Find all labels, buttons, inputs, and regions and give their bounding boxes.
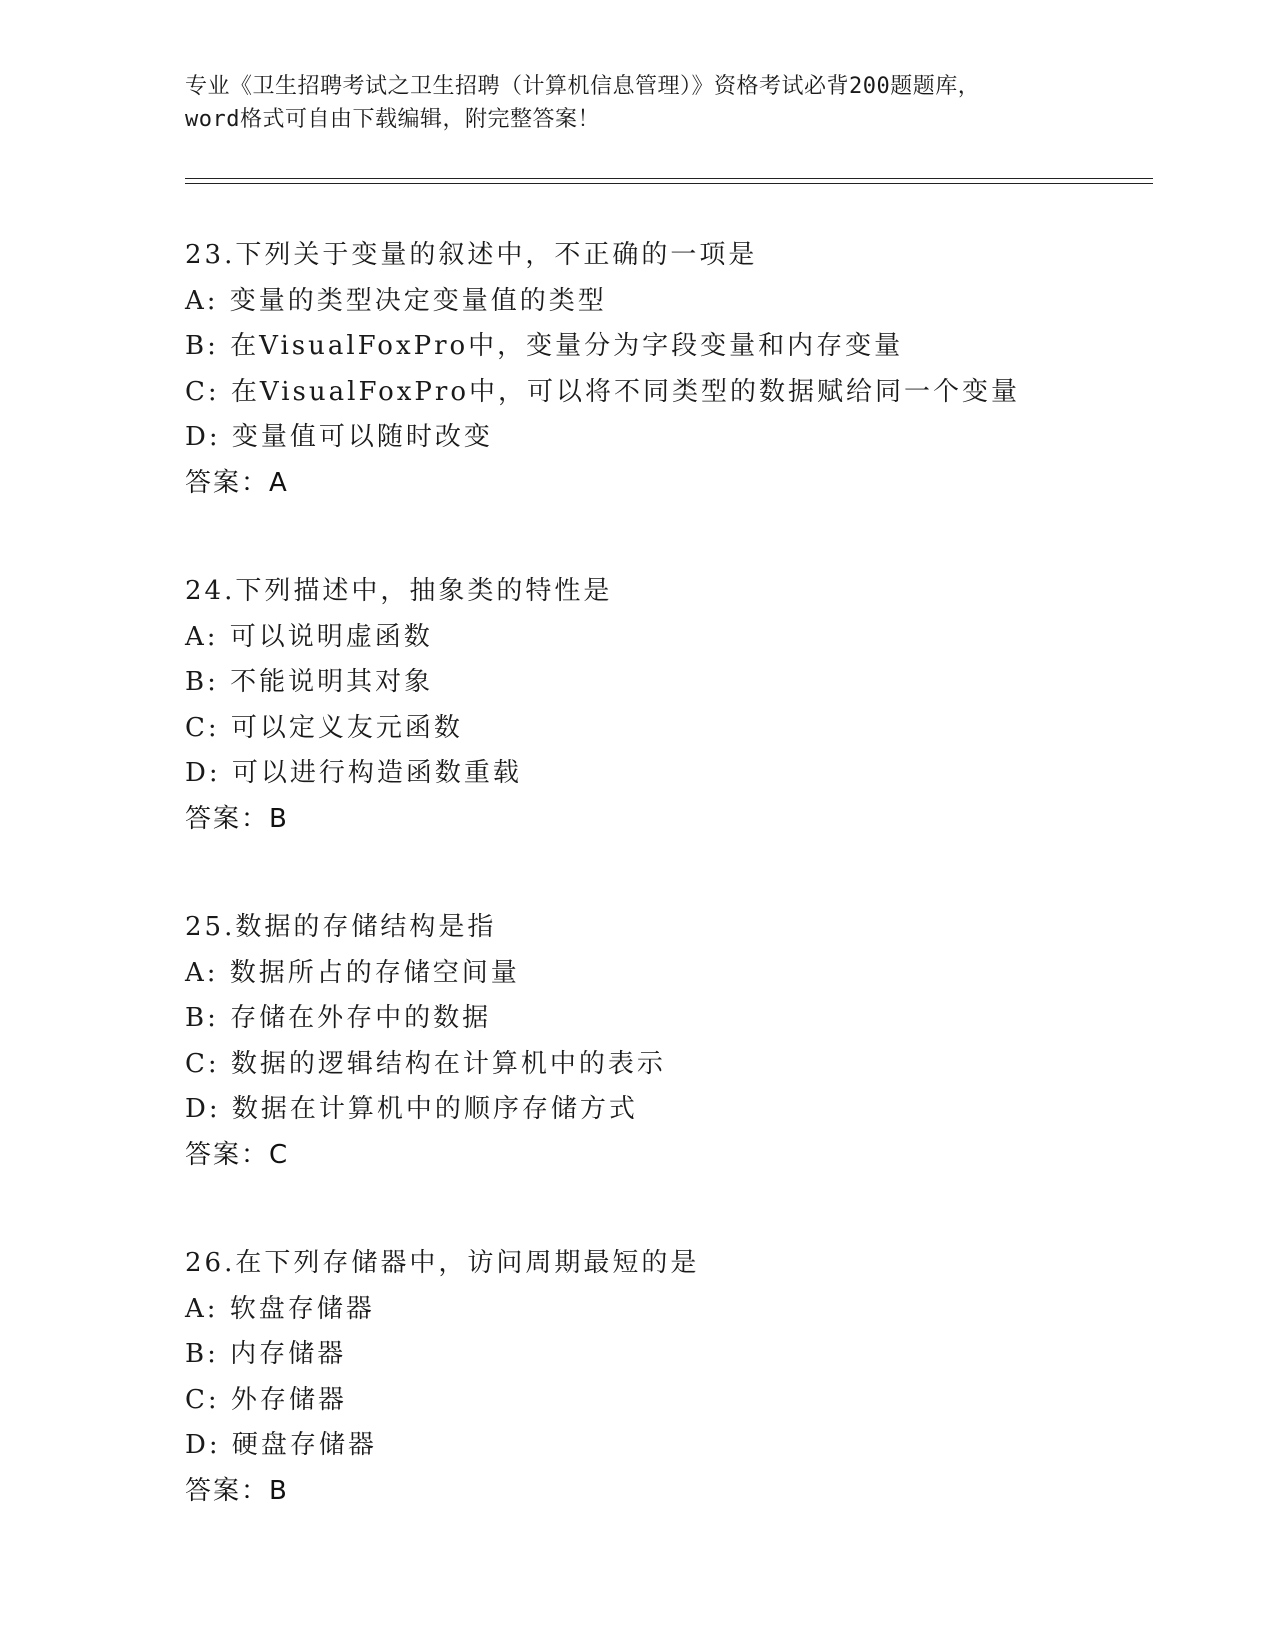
question-26: [185, 1241, 1185, 1514]
option-c: C: 外存储器: [185, 1384, 347, 1415]
option-d: D: 可以进行构造函数重载: [185, 758, 522, 788]
question-stem: 23.下列关于变量的叙述中，不正确的一项是: [185, 240, 758, 270]
answer-label: 答案：B: [185, 803, 289, 834]
question-stem: 26.在下列存储器中，访问周期最短的是: [185, 1248, 700, 1278]
question-stem: 25.数据的存储结构是指: [185, 912, 497, 942]
header-divider-bottom: [185, 183, 1153, 184]
option-b: B: 存储在外存中的数据: [185, 1003, 492, 1033]
option-a: A: 变量的类型决定变量值的类型: [185, 285, 607, 316]
option-d: D: 变量值可以随时改变: [185, 422, 493, 452]
header-divider-top: [185, 178, 1153, 179]
answer-label: 答案：B: [185, 1475, 289, 1506]
option-c: C: 在VisualFoxPro中，可以将不同类型的数据赋给同一个变量: [185, 376, 1020, 407]
option-a: A: 数据所占的存储空间量: [185, 957, 520, 988]
option-d: D: 硬盘存储器: [185, 1430, 377, 1460]
question-24: [185, 569, 1185, 842]
option-c: C: 数据的逻辑结构在计算机中的表示: [185, 1048, 666, 1079]
header-title-line-2: word格式可自由下载编辑，附完整答案！: [185, 107, 600, 132]
option-b: B: 在VisualFoxPro中，变量分为字段变量和内存变量: [185, 331, 904, 361]
question-list: [185, 233, 1185, 1577]
answer-label: 答案：C: [185, 1139, 290, 1170]
answer-label: 答案：A: [185, 467, 289, 498]
document-header: [185, 70, 1105, 136]
header-title-line-1: 专业《卫生招聘考试之卫生招聘（计算机信息管理）》资格考试必背200题题库，: [185, 74, 981, 99]
option-a: A: 软盘存储器: [185, 1293, 375, 1324]
option-c: C: 可以定义友元函数: [185, 712, 463, 743]
question-23: [185, 233, 1185, 506]
question-stem: 24.下列描述中，抽象类的特性是: [185, 576, 613, 606]
option-a: A: 可以说明虚函数: [185, 621, 433, 652]
option-b: B: 不能说明其对象: [185, 667, 434, 697]
option-d: D: 数据在计算机中的顺序存储方式: [185, 1094, 638, 1124]
question-25: [185, 905, 1185, 1178]
option-b: B: 内存储器: [185, 1339, 347, 1369]
